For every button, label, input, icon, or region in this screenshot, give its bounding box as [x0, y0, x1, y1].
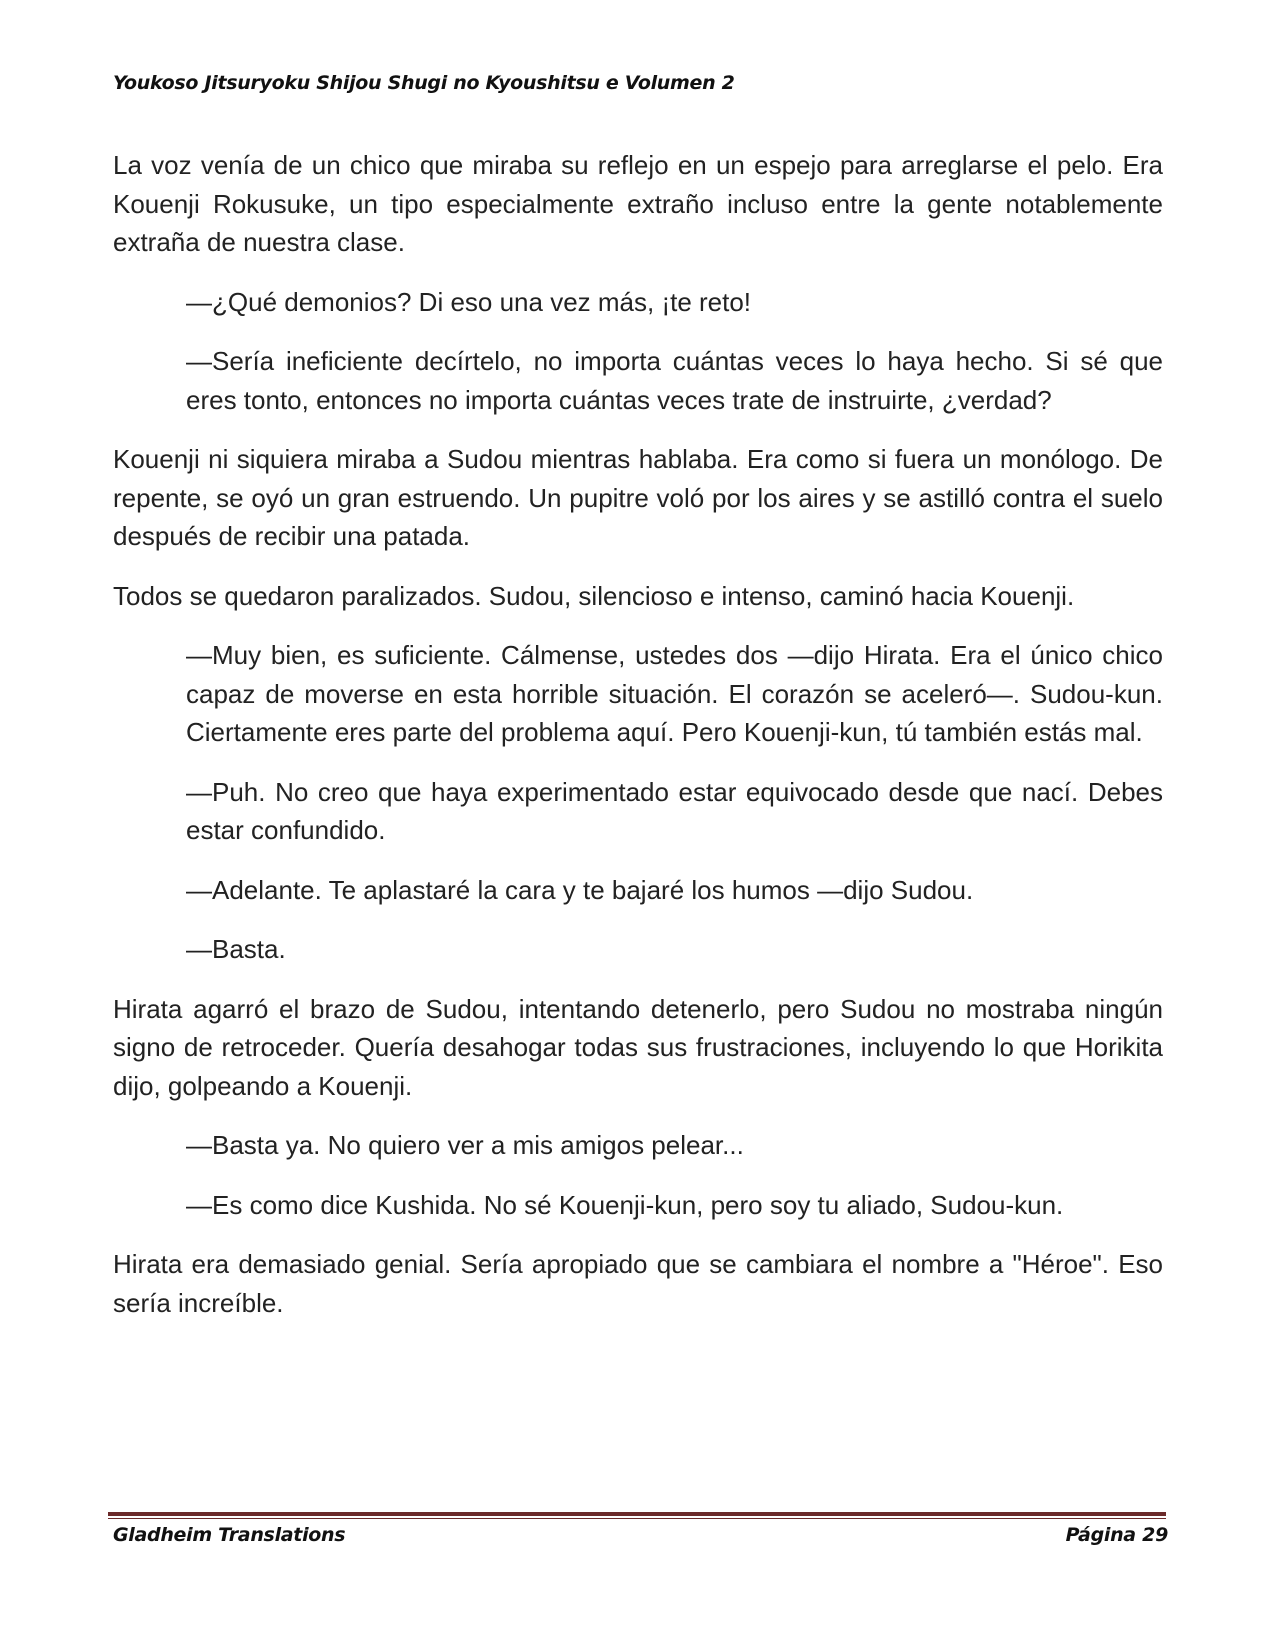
running-header: Youkoso Jitsuryoku Shijou Shugi no Kyoushitsu e Volumen 2 [113, 72, 735, 94]
paragraph: Kouenji ni siquiera miraba a Sudou mientras hablaba. Era como si fuera un monólogo. De repente, se oyó un gran estruendo. Un pupitre voló por los aires y se astilló contra el suelo después de recibir una patada. [113, 444, 1163, 551]
paragraph: Hirata agarró el brazo de Sudou, intentando detenerlo, pero Sudou no mostraba ningún signo de retroceder. Quería desahogar todas sus frustraciones, incluyendo lo que Horikita dijo, golpeando a Kouenji. [113, 993, 1163, 1101]
paragraph: La voz venía de un chico que miraba su reflejo en un espejo para arreglarse el pelo. Era Kouenji Rokusuke, un tipo especialmente extraño incluso entre la gente notablemente extraña de nuestra clase. [113, 150, 1163, 257]
dialogue-line: —Basta. [186, 934, 286, 964]
footer-divider-thick [108, 1512, 1166, 1516]
dialogue-line: —Muy bien, es suficiente. Cálmense, ustedes dos —dijo Hirata. Era el único chico capaz de moverse en esta horrible situación. El corazón se aceleró—. Sudou-kun. Ciertamente eres parte del problema aquí. Pero Kouenji-kun, tú también estás mal. [186, 640, 1163, 747]
body-text [113, 146, 1163, 1343]
dialogue-line: —Puh. No creo que haya experimentado estar equivocado desde que nací. Debes estar confundido. [186, 776, 1163, 845]
footer-divider-thin [108, 1518, 1166, 1519]
page-number: Página 29 [1065, 1524, 1168, 1546]
dialogue-line: —Es como dice Kushida. No sé Kouenji-kun, pero soy tu aliado, Sudou-kun. [186, 1189, 1064, 1220]
dialogue-line: —Basta ya. No quiero ver a mis amigos pelear... [186, 1130, 744, 1160]
dialogue-line: —Sería ineficiente decírtelo, no importa cuántas veces lo haya hecho. Si sé que eres tonto, entonces no importa cuántas veces trate de instruirte, ¿verdad? [186, 346, 1163, 415]
paragraph: Hirata era demasiado genial. Sería apropiado que se cambiara el nombre a "Héroe". Eso sería increíble. [113, 1249, 1163, 1318]
footer-divider [108, 1512, 1166, 1520]
footer-credit: Gladheim Translations [113, 1524, 346, 1546]
dialogue-line: —Adelante. Te aplastaré la cara y te bajaré los humos —dijo Sudou. [186, 874, 974, 905]
dialogue-line: —¿Qué demonios? Di eso una vez más, ¡te reto! [186, 286, 752, 317]
paragraph: Todos se quedaron paralizados. Sudou, silencioso e intenso, caminó hacia Kouenji. [113, 580, 1075, 611]
